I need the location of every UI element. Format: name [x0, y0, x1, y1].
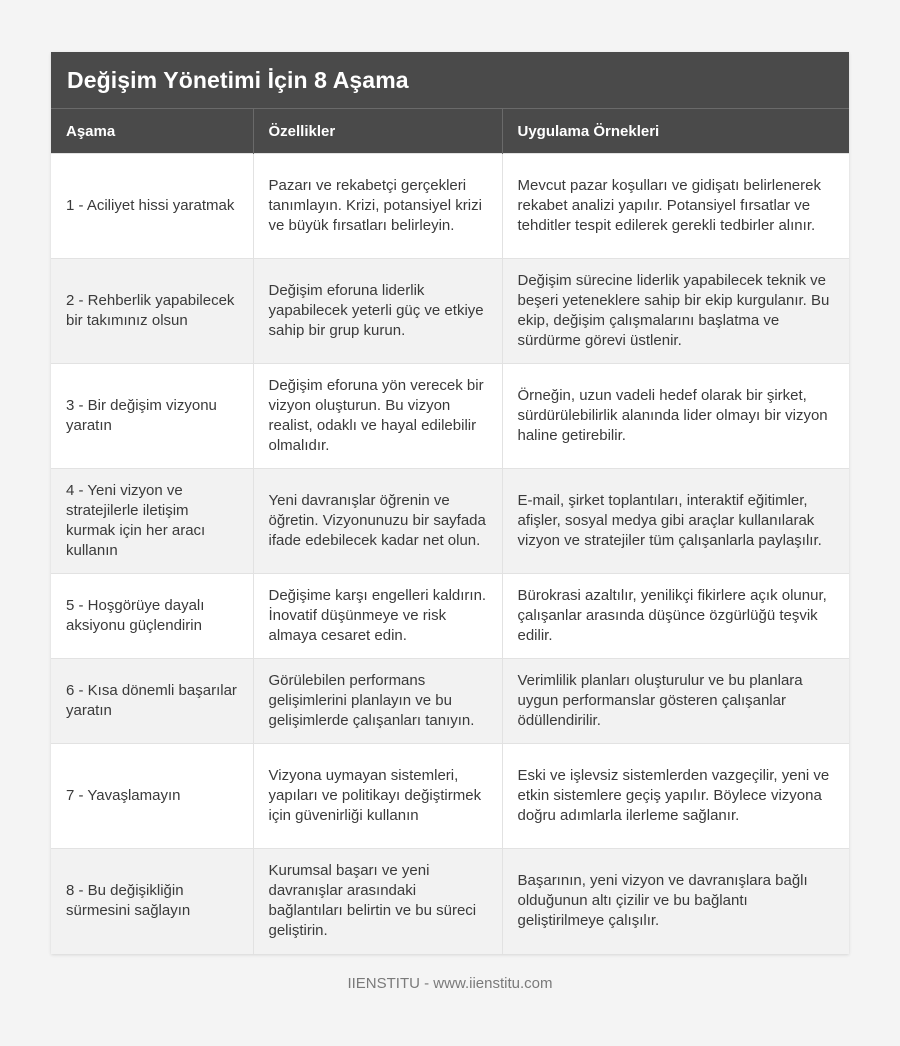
stage-cell: 6 - Kısa dönemli başarılar yaratın — [51, 659, 253, 744]
features-cell: Yeni davranışlar öğrenin ve öğretin. Vizyonunuzu bir sayfada ifade edebilecek kadar net olun. — [253, 469, 502, 574]
table-row — [51, 574, 849, 659]
features-cell: Pazarı ve rekabetçi gerçekleri tanımlayın. Krizi, potansiyel krizi ve büyük fırsatları belirleyin. — [253, 154, 502, 259]
stage-cell: 5 - Hoşgörüye dayalı aksiyonu güçlendirin — [51, 574, 253, 659]
examples-cell: Başarının, yeni vizyon ve davranışlara bağlı olduğunun altı çizilir ve bu bağlantı geliştirilmeye çalışılır. — [502, 849, 849, 954]
table-row — [51, 469, 849, 574]
features-cell: Vizyona uymayan sistemleri, yapıları ve politikayı değiştirmek için güvenirliği kullanın — [253, 744, 502, 849]
examples-cell: Örneğin, uzun vadeli hedef olarak bir şirket, sürdürülebilirlik alanında lider olmayı bir vizyon haline getirebilir. — [502, 364, 849, 469]
column-header-examples: Uygulama Örnekleri — [502, 109, 849, 154]
examples-cell: Eski ve işlevsiz sistemlerden vazgeçilir, yeni ve etkin sistemlere geçiş yapılır. Böylece vizyona doğru adımlarla ilerleme sağlanır. — [502, 744, 849, 849]
stages-table — [51, 108, 849, 954]
features-cell: Değişime karşı engelleri kaldırın. İnovatif düşünmeye ve risk almaya cesaret edin. — [253, 574, 502, 659]
stage-cell: 1 - Aciliyet hissi yaratmak — [51, 154, 253, 259]
column-header-row — [51, 109, 849, 154]
column-header-stage: Aşama — [51, 109, 253, 154]
features-cell: Kurumsal başarı ve yeni davranışlar arasındaki bağlantıları belirtin ve bu süreci geliştirin. — [253, 849, 502, 954]
table-row — [51, 659, 849, 744]
table-title: Değişim Yönetimi İçin 8 Aşama — [67, 66, 409, 93]
table-row — [51, 364, 849, 469]
column-header-features: Özellikler — [253, 109, 502, 154]
table-row — [51, 154, 849, 259]
table-card — [51, 52, 849, 954]
title-bar — [51, 52, 849, 108]
examples-cell: Değişim sürecine liderlik yapabilecek teknik ve beşeri yeteneklere sahip bir ekip kurgulanır. Bu ekip, değişim çalışmalarını başlatma ve sürdürme görevi üstlenir. — [502, 259, 849, 364]
features-cell: Değişim eforuna yön verecek bir vizyon oluşturun. Bu vizyon realist, odaklı ve hayal edilebilir olmalıdır. — [253, 364, 502, 469]
stage-cell: 3 - Bir değişim vizyonu yaratın — [51, 364, 253, 469]
stage-cell: 4 - Yeni vizyon ve stratejilerle iletişim kurmak için her aracı kullanın — [51, 469, 253, 574]
stage-cell: 7 - Yavaşlamayın — [51, 744, 253, 849]
stage-cell: 8 - Bu değişikliğin sürmesini sağlayın — [51, 849, 253, 954]
table-row — [51, 744, 849, 849]
table-row — [51, 849, 849, 954]
footer-credit: IIENSTITU - www.iienstitu.com — [347, 975, 553, 992]
examples-cell: Bürokrasi azaltılır, yenilikçi fikirlere açık olunur, çalışanlar arasında düşünce özgürlüğü teşvik edilir. — [502, 574, 849, 659]
features-cell: Değişim eforuna liderlik yapabilecek yeterli güç ve etkiye sahip bir grup kurun. — [253, 259, 502, 364]
stage-cell: 2 - Rehberlik yapabilecek bir takımınız olsun — [51, 259, 253, 364]
table-row — [51, 259, 849, 364]
examples-cell: Mevcut pazar koşulları ve gidişatı belirlenerek rekabet analizi yapılır. Potansiyel fırsatlar ve tehditler tespit edilerek gerekli tedbirler alınır. — [502, 154, 849, 259]
examples-cell: E-mail, şirket toplantıları, interaktif eğitimler, afişler, sosyal medya gibi araçlar kullanılarak vizyon ve stratejiler tüm çalışanlarla paylaşılır. — [502, 469, 849, 574]
features-cell: Görülebilen performans gelişimlerini planlayın ve bu gelişimlerde çalışanları tanıyın. — [253, 659, 502, 744]
examples-cell: Verimlilik planları oluşturulur ve bu planlara uygun performanslar gösteren çalışanlar ödüllendirilir. — [502, 659, 849, 744]
